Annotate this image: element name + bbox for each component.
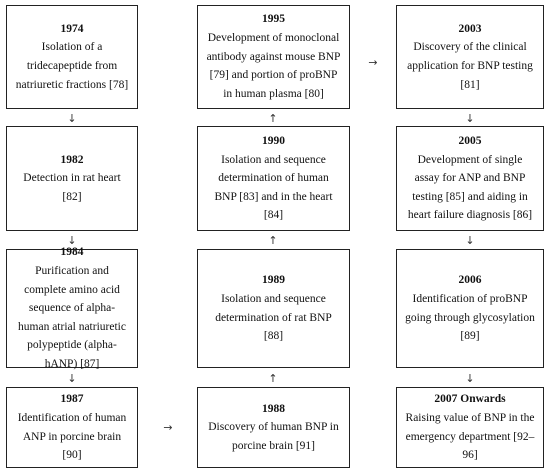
arrow-down-icon: ↓ <box>67 234 77 247</box>
arrow-up-icon: ↑ <box>268 112 278 125</box>
year-label: 2005 <box>458 134 482 147</box>
year-label: 1982 <box>60 153 84 166</box>
timeline-box-1995 <box>197 5 350 109</box>
arrow-right-icon: → <box>368 56 378 69</box>
timeline-box-1982 <box>6 126 138 231</box>
timeline-box-1990 <box>197 126 350 231</box>
year-label: 1988 <box>262 402 285 415</box>
year-label: 1974 <box>60 22 84 35</box>
event-description: Purification and complete amino acid sequence of alpha-human atrial natriuretic polypeptide (alpha-hANP) [87] <box>18 264 126 371</box>
arrow-up-icon: ↑ <box>268 234 278 247</box>
timeline-box-1974 <box>6 5 138 109</box>
event-description: Isolation and sequence determination of human BNP [83] and in the heart [84] <box>214 153 333 222</box>
arrow-down-icon: ↓ <box>67 372 77 385</box>
event-description: Development of monoclonal antibody against mouse BNP [79] and portion of proBNP in human plasma [80] <box>206 32 341 100</box>
event-description: Identification of proBNP going through glycosylation [89] <box>405 292 535 343</box>
event-description: Detection in rat heart [82] <box>23 172 121 203</box>
year-label: 1984 <box>60 246 84 259</box>
year-label: 1990 <box>262 134 285 147</box>
year-label: 2007 Onwards <box>434 393 506 406</box>
year-label: 1995 <box>262 13 285 26</box>
arrow-right-icon: → <box>163 421 173 434</box>
arrow-down-icon: ↓ <box>67 112 77 125</box>
event-description: Raising value of BNP in the emergency department [92–96] <box>405 411 535 462</box>
year-label: 2003 <box>458 22 482 35</box>
event-description: Development of single assay for ANP and BNP testing [85] and aiding in heart failure diagnosis [86] <box>407 153 533 222</box>
timeline-box-2007-onwards <box>396 387 544 468</box>
event-description: Discovery of the clinical application for BNP testing [81] <box>407 41 533 91</box>
arrow-down-icon: ↓ <box>465 112 475 125</box>
event-description: Discovery of human BNP in porcine brain [91] <box>208 421 339 452</box>
timeline-box-2006 <box>396 249 544 368</box>
event-description: Identification of human ANP in porcine brain [90] <box>17 411 127 462</box>
timeline-box-1989 <box>197 249 350 368</box>
event-description: Isolation and sequence determination of rat BNP [88] <box>215 292 332 343</box>
arrow-up-icon: ↑ <box>268 372 278 385</box>
timeline-box-2005 <box>396 126 544 231</box>
event-description: Isolation of a tridecapeptide from natriuretic fractions [78] <box>15 41 129 91</box>
year-label: 1989 <box>262 274 285 287</box>
year-label: 1987 <box>60 393 84 406</box>
arrow-down-icon: ↓ <box>465 372 475 385</box>
timeline-box-1987 <box>6 387 138 468</box>
timeline-box-1984 <box>6 246 138 371</box>
timeline-box-2003 <box>396 5 544 109</box>
timeline-box-1988 <box>197 387 350 468</box>
year-label: 2006 <box>458 274 482 287</box>
arrow-down-icon: ↓ <box>465 234 475 247</box>
